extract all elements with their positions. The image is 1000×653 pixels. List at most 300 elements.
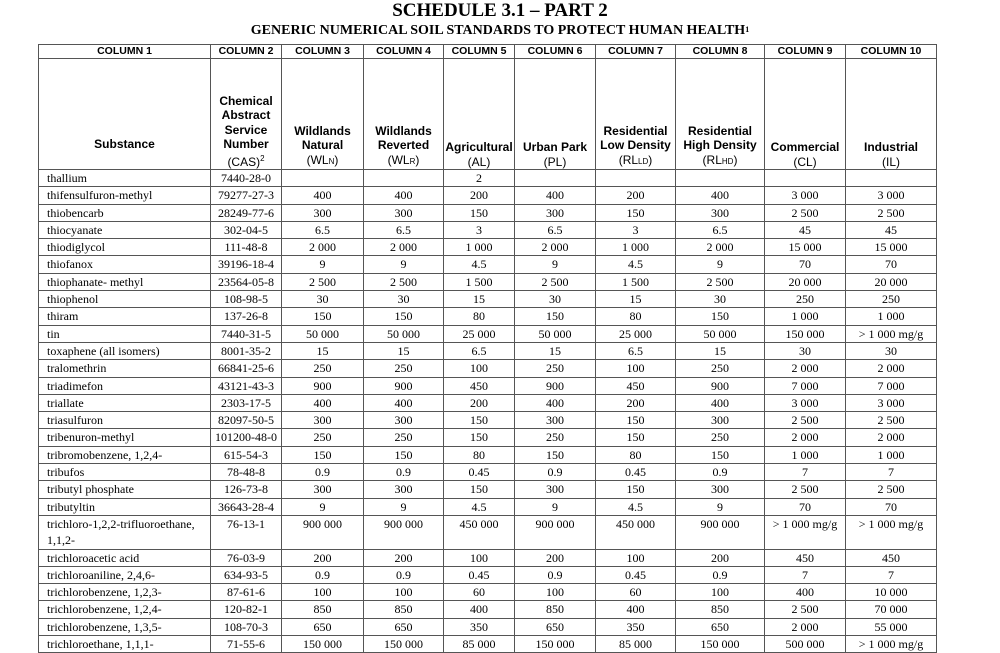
cas-cell: 36643-28-4 [211,498,282,515]
header-agricultural: Agricultural (AL) [444,59,515,170]
value-cell: 15 000 [846,239,937,256]
value-cell: 150 [596,429,676,446]
value-cell: 650 [282,618,364,635]
value-cell: 200 [282,549,364,566]
value-cell: 2 500 [765,481,846,498]
value-cell: 2 000 [282,239,364,256]
substance-cell: toxaphene (all isomers) [39,342,211,359]
value-cell: 300 [676,412,765,429]
value-cell: 0.9 [676,464,765,481]
value-cell: 150 000 [364,636,444,653]
value-cell: 200 [444,394,515,411]
value-cell: 150 [444,204,515,221]
value-cell: 15 [596,291,676,308]
value-cell: 450 [444,377,515,394]
value-cell: 2 000 [765,618,846,635]
cas-cell: 111-48-8 [211,239,282,256]
value-cell: 2 [444,170,515,187]
value-cell: 200 [444,187,515,204]
value-cell: 400 [596,601,676,618]
value-cell: 900 000 [282,515,364,549]
table-row [39,515,937,549]
cas-cell: 615-54-3 [211,446,282,463]
substance-cell: tribenuron-methyl [39,429,211,446]
value-cell: 250 [765,291,846,308]
value-cell: 2 500 [846,204,937,221]
value-cell: 80 [596,308,676,325]
cas-cell: 28249-77-6 [211,204,282,221]
header-cas: Chemical Abstract Service Number (CAS)$^2$ [211,59,282,170]
substance-cell: trichlorobenzene, 1,2,3- [39,584,211,601]
value-cell: 250 [515,429,596,446]
cas-cell: 108-70-3 [211,618,282,635]
substance-cell: tin [39,325,211,342]
substance-cell: tributyltin [39,498,211,515]
header-wildlands-reverted: Wildlands Reverted (WLR) [364,59,444,170]
value-cell: 15 [676,342,765,359]
value-cell: 850 [676,601,765,618]
value-cell: 350 [444,618,515,635]
value-cell: 900 [364,377,444,394]
substance-cell: trichloro-1,2,2-trifluoroethane, 1,1,2- [39,515,211,549]
value-cell: 1 000 [765,308,846,325]
value-cell: 300 [282,481,364,498]
value-cell: 0.9 [676,566,765,583]
value-cell: 4.5 [444,256,515,273]
value-cell: 250 [364,360,444,377]
value-cell: 45 [846,221,937,238]
value-cell: 0.9 [515,566,596,583]
value-cell: 300 [515,481,596,498]
cas-cell: 78-48-8 [211,464,282,481]
cas-cell: 39196-18-4 [211,256,282,273]
value-cell: 0.9 [515,464,596,481]
substance-cell: thiobencarb [39,204,211,221]
value-cell: 100 [596,549,676,566]
table-row [39,291,937,308]
value-cell [282,170,364,187]
value-cell: 300 [515,204,596,221]
header-residential-low: Residential Low Density (RLLD) [596,59,676,170]
value-cell: 70 [846,256,937,273]
value-cell: 450 000 [596,515,676,549]
substance-cell: trichloroacetic acid [39,549,211,566]
column-number: COLUMN 10 [846,45,937,59]
column-number: COLUMN 8 [676,45,765,59]
value-cell: 6.5 [282,221,364,238]
value-cell: 30 [765,342,846,359]
substance-cell: thiocyanate [39,221,211,238]
value-cell: 80 [596,446,676,463]
value-cell: 4.5 [596,256,676,273]
value-cell [846,170,937,187]
value-cell: 3 000 [765,394,846,411]
cas-cell: 108-98-5 [211,291,282,308]
value-cell: 250 [676,360,765,377]
value-cell: 150 000 [765,325,846,342]
value-cell: 250 [846,291,937,308]
value-cell: 85 000 [444,636,515,653]
value-cell: > 1 000 mg/g [765,515,846,549]
cas-cell: 79277-27-3 [211,187,282,204]
substance-cell: triadimefon [39,377,211,394]
substance-cell: trichloroaniline, 2,4,6- [39,566,211,583]
cas-cell: 87-61-6 [211,584,282,601]
value-cell: 9 [676,498,765,515]
value-cell [515,170,596,187]
value-cell: 850 [364,601,444,618]
value-cell: 400 [515,187,596,204]
value-cell: 30 [846,342,937,359]
value-cell: 1 000 [765,446,846,463]
value-cell: 150 [282,308,364,325]
table-body [39,170,937,653]
subtitle-text: GENERIC NUMERICAL SOIL STANDARDS TO PROTECT HUMAN HEALTH [250,23,746,38]
value-cell: 80 [444,446,515,463]
cas-cell: 7440-28-0 [211,170,282,187]
value-cell: 30 [364,291,444,308]
value-cell: 300 [364,204,444,221]
value-cell: 0.45 [444,566,515,583]
value-cell: 150 [676,308,765,325]
table-row [39,204,937,221]
value-cell: 1 000 [846,446,937,463]
cas-cell: 43121-43-3 [211,377,282,394]
value-cell: 2 000 [676,239,765,256]
value-cell: 250 [515,360,596,377]
value-cell: 3 000 [765,187,846,204]
value-cell: 850 [515,601,596,618]
value-cell: 900 [515,377,596,394]
value-cell: 400 [515,394,596,411]
substance-cell: thiophenol [39,291,211,308]
value-cell: 20 000 [765,273,846,290]
value-cell: 3 000 [846,187,937,204]
table-row [39,601,937,618]
value-cell: 7 [765,566,846,583]
value-cell: 7 [846,566,937,583]
cas-cell: 120-82-1 [211,601,282,618]
table-row [39,584,937,601]
value-cell: 200 [676,549,765,566]
value-cell: 150 [364,308,444,325]
table-row [39,187,937,204]
value-cell: 100 [364,584,444,601]
value-cell: 900 000 [676,515,765,549]
value-cell: 6.5 [676,221,765,238]
value-cell: 6.5 [364,221,444,238]
value-cell [676,170,765,187]
value-cell: 300 [364,481,444,498]
column-header-row [39,59,937,170]
value-cell: 1 000 [596,239,676,256]
value-cell: 2 000 [765,360,846,377]
value-cell: 15 000 [765,239,846,256]
table-row [39,239,937,256]
value-cell: 150 000 [676,636,765,653]
value-cell: 3 [596,221,676,238]
value-cell: 400 [364,187,444,204]
substance-cell: thiram [39,308,211,325]
value-cell: 250 [676,429,765,446]
substance-cell: thifensulfuron-methyl [39,187,211,204]
value-cell: 0.9 [364,464,444,481]
header-urban-park: Urban Park (PL) [515,59,596,170]
value-cell: 300 [364,412,444,429]
table-row [39,481,937,498]
soil-standards-table [38,44,937,653]
value-cell: > 1 000 mg/g [846,515,937,549]
value-cell: 7 000 [765,377,846,394]
substance-cell: thallium [39,170,211,187]
value-cell: 60 [444,584,515,601]
column-number: COLUMN 6 [515,45,596,59]
value-cell: 6.5 [444,342,515,359]
table-row [39,464,937,481]
value-cell: 70 000 [846,601,937,618]
table-row [39,308,937,325]
value-cell: 2 500 [515,273,596,290]
value-cell: 50 000 [364,325,444,342]
value-cell: 650 [515,618,596,635]
value-cell: 100 [444,360,515,377]
value-cell: 200 [364,549,444,566]
subtitle-footnote: 1 [745,25,750,34]
value-cell: 400 [282,187,364,204]
value-cell: 200 [515,549,596,566]
value-cell: 900 000 [364,515,444,549]
header-wildlands-natural: Wildlands Natural (WLN) [282,59,364,170]
value-cell: 250 [282,360,364,377]
value-cell: 2 500 [282,273,364,290]
value-cell: 60 [596,584,676,601]
value-cell: 2 500 [846,481,937,498]
value-cell: 500 000 [765,636,846,653]
table-row [39,618,937,635]
value-cell: 900 000 [515,515,596,549]
header-residential-high: Residential High Density (RLHD) [676,59,765,170]
value-cell: 80 [444,308,515,325]
value-cell: 400 [676,187,765,204]
value-cell: 3 000 [846,394,937,411]
cas-cell: 66841-25-6 [211,360,282,377]
value-cell: 6.5 [596,342,676,359]
value-cell: 25 000 [596,325,676,342]
value-cell: 2 500 [676,273,765,290]
column-number: COLUMN 1 [39,45,211,59]
value-cell: 100 [596,360,676,377]
value-cell: 0.9 [282,566,364,583]
value-cell: 30 [282,291,364,308]
value-cell: 4.5 [596,498,676,515]
column-number-row [39,45,937,59]
value-cell [765,170,846,187]
value-cell: 400 [364,394,444,411]
value-cell: 70 [846,498,937,515]
value-cell: 0.45 [596,464,676,481]
value-cell: 50 000 [676,325,765,342]
substance-cell: tributyl phosphate [39,481,211,498]
column-number: COLUMN 5 [444,45,515,59]
table-row [39,170,937,187]
value-cell: 150 [515,308,596,325]
value-cell: 2 500 [765,601,846,618]
value-cell: 2 500 [765,204,846,221]
value-cell: 4.5 [444,498,515,515]
value-cell: 150 [596,412,676,429]
value-cell [596,170,676,187]
value-cell: 2 500 [765,412,846,429]
cas-cell: 2303-17-5 [211,394,282,411]
value-cell: 150 [596,481,676,498]
value-cell: 1 500 [444,273,515,290]
value-cell: 450 [846,549,937,566]
column-number: COLUMN 2 [211,45,282,59]
value-cell: 400 [765,584,846,601]
cas-cell: 634-93-5 [211,566,282,583]
cas-cell: 76-13-1 [211,515,282,549]
value-cell: 15 [515,342,596,359]
value-cell: 450 [765,549,846,566]
value-cell: 100 [282,584,364,601]
value-cell: 0.45 [596,566,676,583]
cas-cell: 137-26-8 [211,308,282,325]
value-cell: 10 000 [846,584,937,601]
table-row [39,636,937,653]
value-cell: 650 [676,618,765,635]
value-cell: 150 [596,204,676,221]
value-cell: 150 [364,446,444,463]
table-row [39,360,937,377]
substance-cell: trichlorobenzene, 1,3,5- [39,618,211,635]
table-row [39,412,937,429]
value-cell: 150 [282,446,364,463]
table-row [39,498,937,515]
value-cell: 15 [444,291,515,308]
value-cell: 70 [765,256,846,273]
table-row [39,377,937,394]
substance-cell: tribufos [39,464,211,481]
cas-cell: 8001-35-2 [211,342,282,359]
value-cell: 9 [364,498,444,515]
substance-cell: trichlorobenzene, 1,2,4- [39,601,211,618]
value-cell: 25 000 [444,325,515,342]
cas-cell: 126-73-8 [211,481,282,498]
cas-cell: 82097-50-5 [211,412,282,429]
value-cell: 300 [282,412,364,429]
value-cell: 9 [364,256,444,273]
value-cell: 2 500 [364,273,444,290]
value-cell: 1 500 [596,273,676,290]
value-cell: 300 [676,481,765,498]
column-number: COLUMN 4 [364,45,444,59]
value-cell: 100 [515,584,596,601]
value-cell: 200 [596,394,676,411]
value-cell: 85 000 [596,636,676,653]
value-cell: 45 [765,221,846,238]
header-commercial: Commercial (CL) [765,59,846,170]
value-cell: 7 [846,464,937,481]
value-cell: 850 [282,601,364,618]
column-number: COLUMN 3 [282,45,364,59]
schedule-subtitle [0,22,1000,40]
value-cell: 400 [444,601,515,618]
column-number: COLUMN 9 [765,45,846,59]
cas-cell: 71-55-6 [211,636,282,653]
value-cell: 20 000 [846,273,937,290]
value-cell: 55 000 [846,618,937,635]
value-cell: 900 [676,377,765,394]
cas-cell: 76-03-9 [211,549,282,566]
value-cell [364,170,444,187]
value-cell: 150 000 [282,636,364,653]
value-cell: 150 [444,429,515,446]
substance-cell: triasulfuron [39,412,211,429]
value-cell: 50 000 [282,325,364,342]
value-cell: 300 [515,412,596,429]
value-cell: 2 000 [515,239,596,256]
value-cell: 2 000 [846,429,937,446]
header-substance: Substance [39,59,211,170]
substance-cell: tribromobenzene, 1,2,4- [39,446,211,463]
value-cell: 150 [515,446,596,463]
value-cell: 400 [282,394,364,411]
value-cell: 150 [444,481,515,498]
value-cell: 30 [515,291,596,308]
table-row [39,429,937,446]
value-cell: 3 [444,221,515,238]
table-row [39,566,937,583]
table-row [39,394,937,411]
table-row [39,273,937,290]
table-row [39,342,937,359]
value-cell: 2 500 [846,412,937,429]
schedule-title: SCHEDULE 3.1 – PART 2 [392,0,608,21]
value-cell: 650 [364,618,444,635]
value-cell: 900 [282,377,364,394]
value-cell: 250 [364,429,444,446]
value-cell: 300 [676,204,765,221]
value-cell: 1 000 [444,239,515,256]
value-cell: 9 [515,256,596,273]
substance-cell: thiodiglycol [39,239,211,256]
table-row [39,446,937,463]
value-cell: 9 [676,256,765,273]
table-row [39,221,937,238]
header-industrial: Industrial (IL) [846,59,937,170]
value-cell: 7 000 [846,377,937,394]
cas-cell: 7440-31-5 [211,325,282,342]
value-cell: 400 [676,394,765,411]
value-cell: 2 000 [364,239,444,256]
value-cell: 100 [676,584,765,601]
value-cell: 9 [282,256,364,273]
value-cell: 150 000 [515,636,596,653]
table-row [39,256,937,273]
value-cell: 200 [596,187,676,204]
value-cell: 350 [596,618,676,635]
cas-cell: 23564-05-8 [211,273,282,290]
value-cell: 100 [444,549,515,566]
substance-cell: tralomethrin [39,360,211,377]
substance-cell: thiofanox [39,256,211,273]
value-cell: 70 [765,498,846,515]
value-cell: 15 [364,342,444,359]
value-cell: 0.45 [444,464,515,481]
table-row [39,325,937,342]
value-cell: 9 [282,498,364,515]
cas-cell: 101200-48-0 [211,429,282,446]
